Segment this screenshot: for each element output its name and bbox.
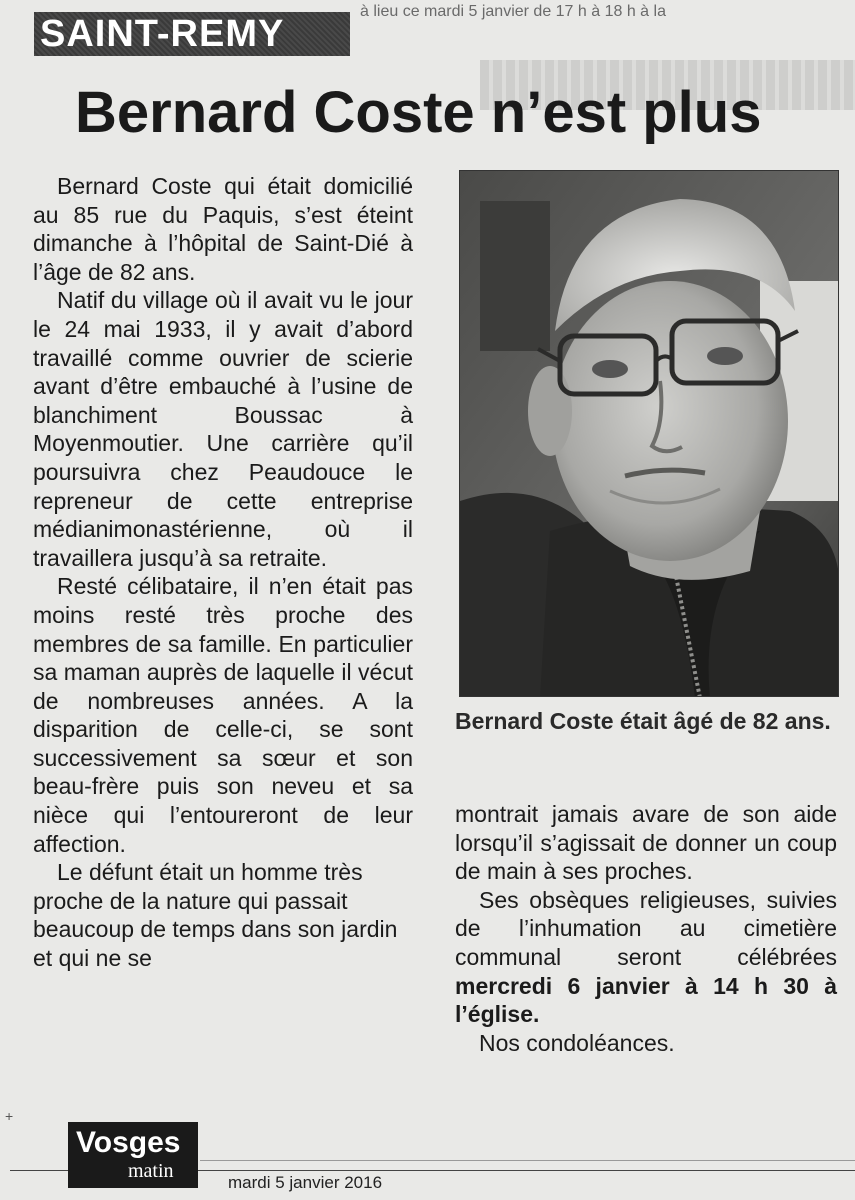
paragraph-3: Resté célibataire, il n’en était pas moins resté très proche des membres de sa famille. En particulier sa maman auprès de laquelle il vécut de nombreuses années. A la disparition de celle-ci, se sont successivement sa sœur et son beau-frère puis son neveu et sa nièce qui l’entoureront de leur affection. [33, 573, 413, 857]
paragraph-5-text: Ses obsèques religieuses, suivies de l’inhumation au cimetière communal seront célébrées [455, 886, 837, 970]
paragraph-5 [455, 886, 837, 1029]
logo-line-1: Vosges [76, 1126, 181, 1159]
portrait-illustration [460, 171, 839, 697]
paragraph-6: Nos condoléances. [479, 1029, 675, 1056]
paragraph-4: Le défunt était un homme très proche de la nature qui passait beaucoup de temps dans son jardin et qui ne se [33, 859, 398, 972]
article-column-right [455, 800, 837, 1057]
portrait-photo [459, 170, 839, 697]
photo-caption: Bernard Coste était âgé de 82 ans. [455, 708, 831, 734]
footer-rule-upper [200, 1160, 855, 1161]
funeral-date-time: mercredi 6 janvier à 14 h 30 à l’église. [455, 972, 837, 1028]
registration-mark: + [5, 1108, 14, 1124]
section-rubric: SAINT-REMY [34, 12, 350, 56]
paragraph-1: Bernard Coste qui était domicilié au 85 rue du Paquis, s’est éteint dimanche à l’hôpital de Saint-Dié à l’âge de 82 ans. [33, 173, 413, 285]
article-column-left [33, 172, 413, 973]
logo-line-2: matin [128, 1160, 174, 1182]
article-headline: Bernard Coste n’est plus [75, 80, 762, 145]
publication-date: mardi 5 janvier 2016 [228, 1173, 383, 1192]
adjacent-article-bleed: à lieu ce mardi 5 janvier de 17 h à 18 h à la [360, 3, 666, 20]
paragraph-4-continued: montrait jamais avare de son aide lorsqu’il s’agissait de donner un coup de main à ses proches. [455, 801, 837, 885]
paragraph-2: Natif du village où il avait vu le jour le 24 mai 1933, il y avait d’abord travaillé comme ouvrier de scierie avant d’être embauché à l’usine de blanchiment Boussac à Moyenmoutier. Une carrière qu’il poursuivra chez Peaudouce le repreneur de cette entreprise médianimonastérienne, où il travaillera jusqu’à sa retraite. [33, 287, 413, 571]
newspaper-logo [68, 1122, 198, 1188]
